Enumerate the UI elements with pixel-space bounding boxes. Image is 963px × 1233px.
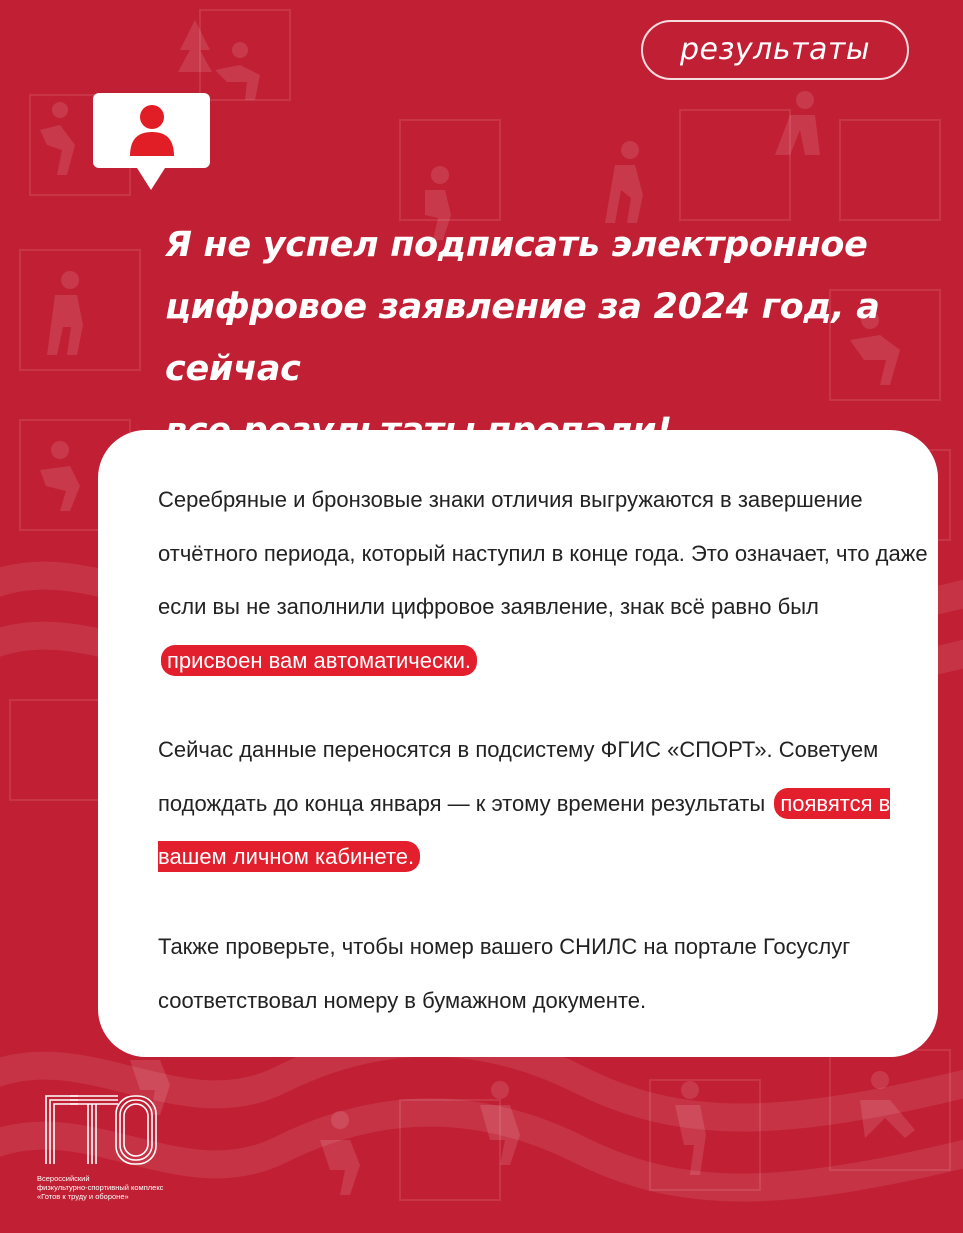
paragraph-snils [158, 920, 928, 1027]
logo-caption [37, 1174, 227, 1201]
logo-caption-line: физкультурно-спортивный комплекс [37, 1183, 164, 1192]
paragraph-badges [158, 473, 928, 687]
user-icon [128, 103, 176, 158]
paragraph-text: Сейчас данные переносятся в подсистему ФГИС «СПОРТ». Советуем подождать до конца января — к этому времени результаты [158, 737, 879, 816]
gto-logo-mark [30, 1088, 165, 1168]
logo-caption-line: «Готов к труду и обороне» [37, 1192, 129, 1201]
highlight-auto-assigned: присвоен вам автоматически. [161, 645, 477, 676]
highlight-personal-account: появятся в вашем личном кабинете. [158, 788, 890, 873]
paragraph-data-transfer [158, 723, 928, 884]
paragraph-text: Серебряные и бронзовые знаки отличия выгружаются в завершение отчётного периода, который наступил в конце года. Это означает, что даже если вы не заполнили цифровое заявление, знак всё равно был [158, 487, 928, 619]
headline-line: Я не успел подписать электронное [165, 225, 868, 265]
info-card [98, 430, 938, 1057]
paragraph-text: Также проверьте, чтобы номер вашего СНИЛС на портале Госуслуг соответствовал номеру в бумажном документе. [158, 934, 851, 1013]
results-tag: результаты [641, 20, 909, 80]
avatar-speech-bubble [93, 93, 210, 168]
gto-logo [30, 1088, 230, 1208]
headline-line: цифровое заявление за 2024 год, а сейчас [165, 287, 880, 389]
logo-caption-line: Всероссийский [37, 1174, 90, 1183]
headline [165, 214, 945, 462]
